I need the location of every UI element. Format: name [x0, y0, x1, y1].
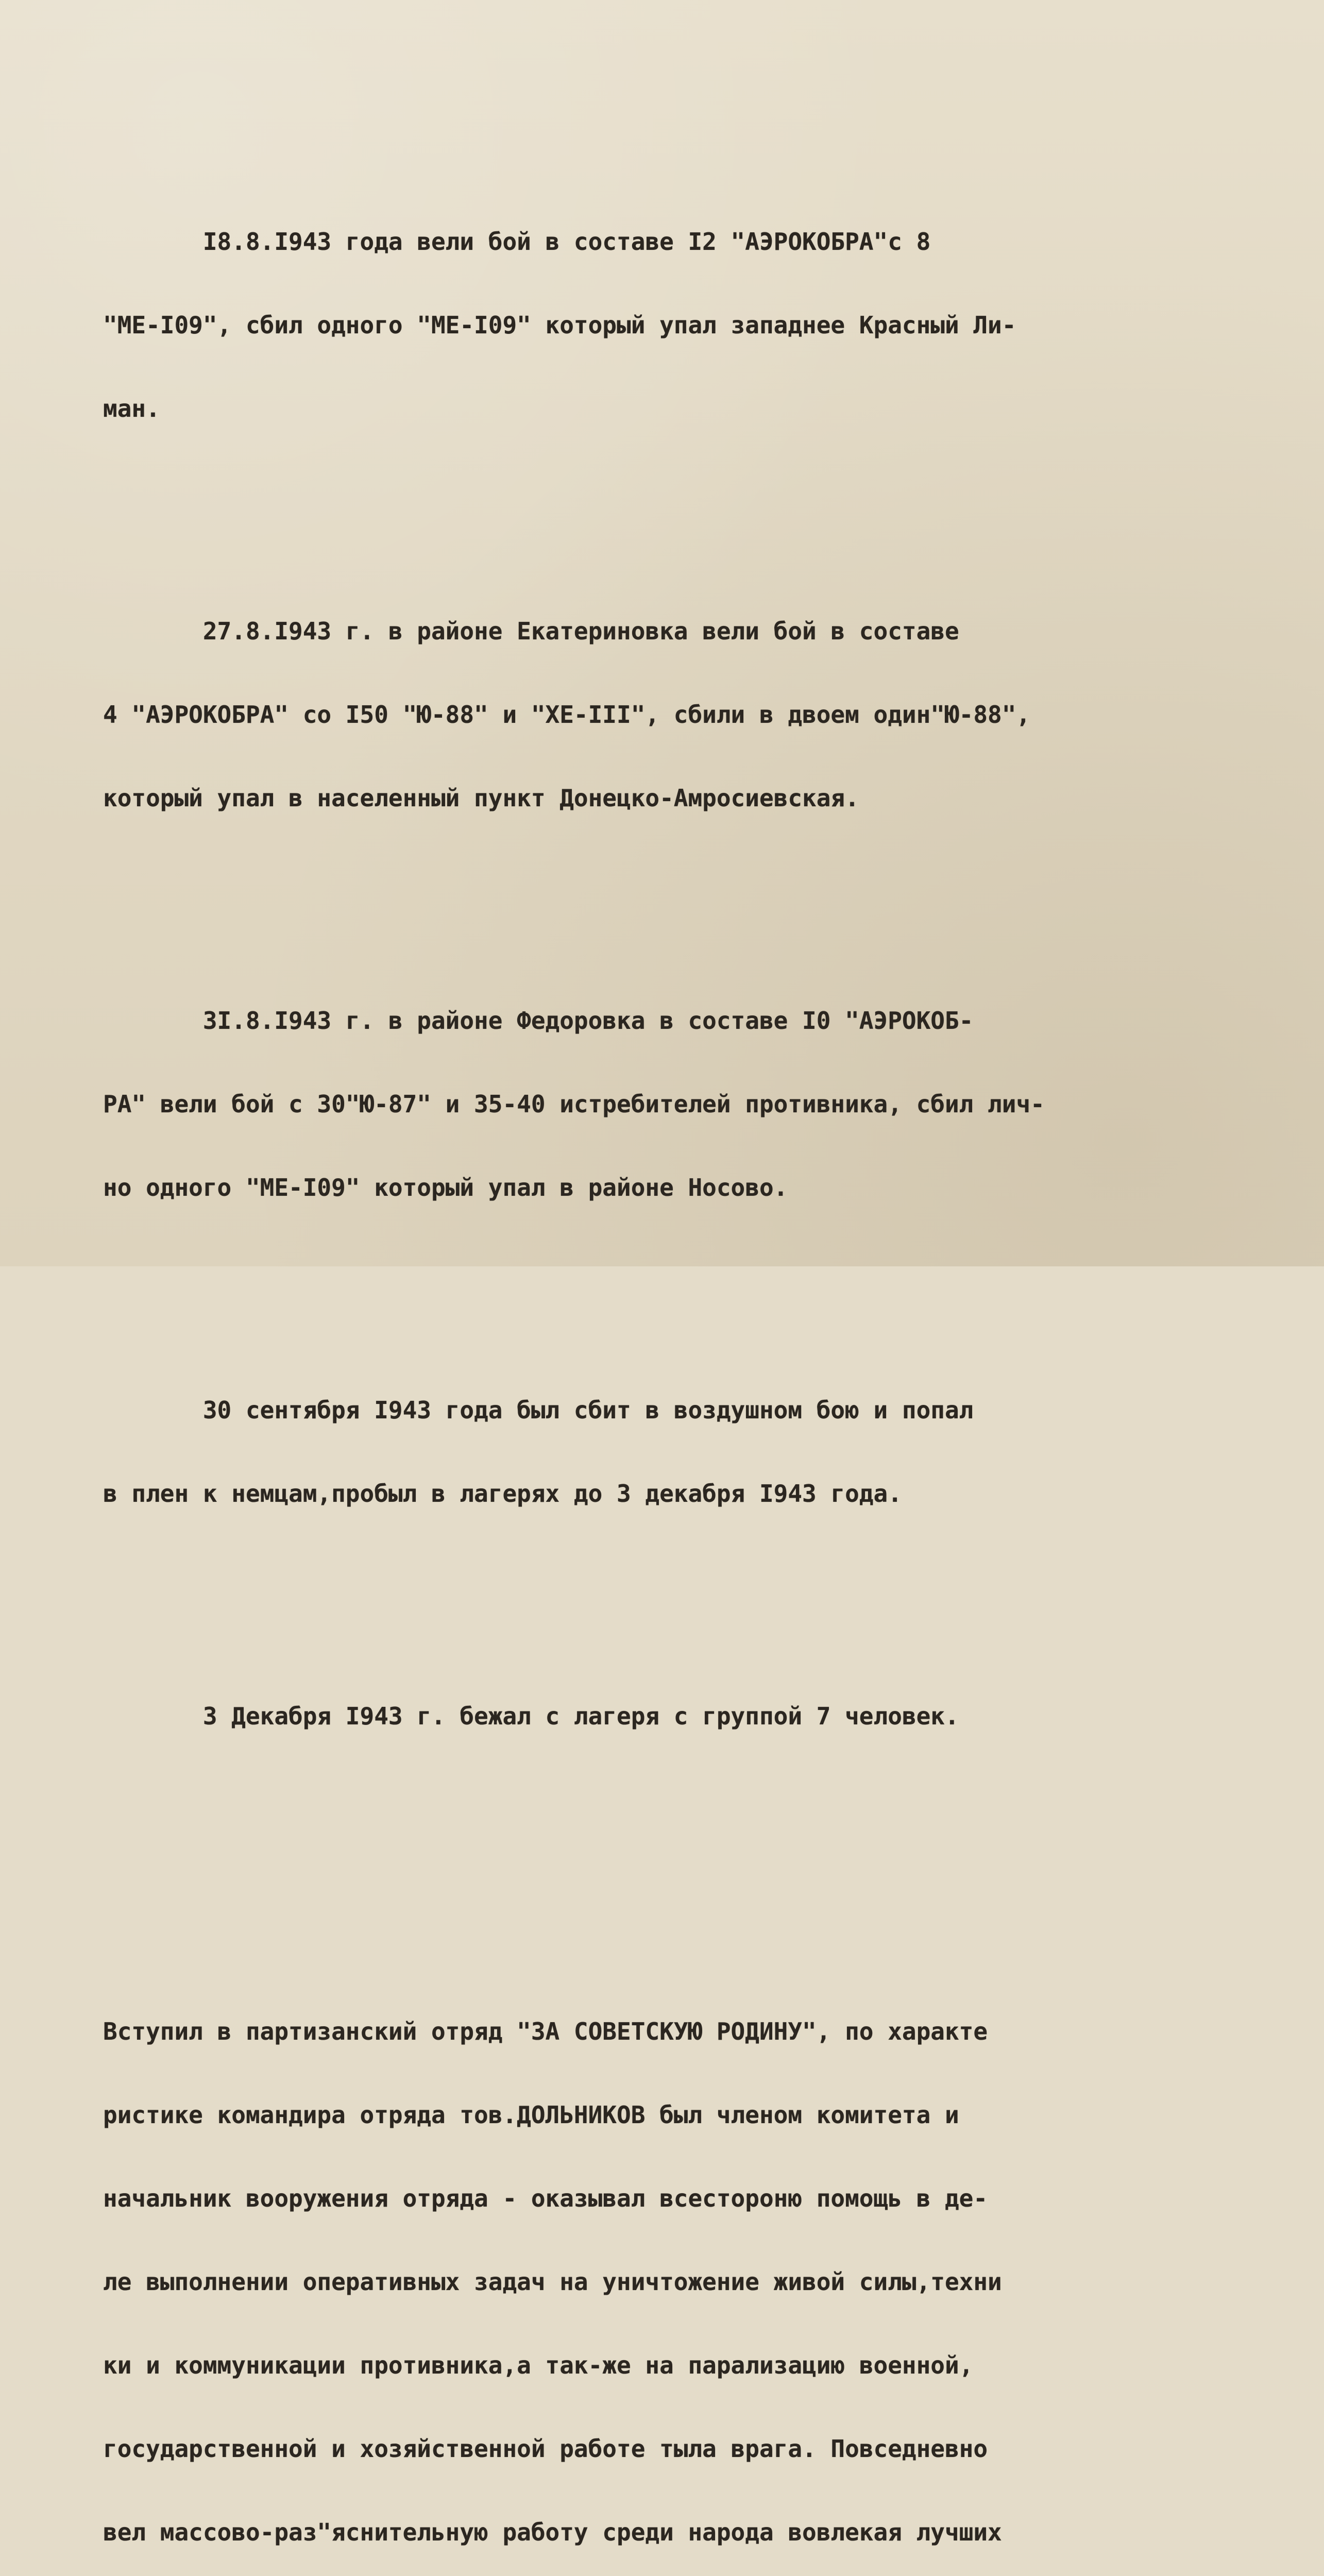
paragraph-6	[103, 1962, 1257, 2576]
paragraph-2	[103, 562, 1257, 868]
text-line: в плен к немцам,пробыл в лагерях до 3 декабря I943 года.	[103, 1480, 902, 1507]
paragraph-spacer	[103, 1869, 1257, 1878]
text-line: но одного "МЕ-I09" который упал в районе Носово.	[103, 1174, 788, 1201]
text-line: который упал в населенный пункт Донецко-Амросиевская.	[103, 784, 859, 812]
paragraph-5	[103, 1647, 1257, 1786]
paragraph-4	[103, 1341, 1257, 1563]
text-line: ристике командира отряда тов.ДОЛЬНИКОВ был членом комитета и	[103, 2101, 959, 2129]
text-line: ле выполнении оперативных задач на уничтожение живой силы,техни	[103, 2268, 1002, 2296]
text-line: "МЕ-I09", сбил одного "МЕ-I09" который упал западнее Красный Ли-	[103, 311, 1016, 339]
text-line: ки и коммуникации противника,а так-же на парализацию военной,	[103, 2351, 974, 2379]
text-line: 4 "АЭРОКОБРА" со I50 "Ю-88" и "ХЕ-III", сбили в двоем один"Ю-88",	[103, 701, 1031, 728]
text-line: ман.	[103, 395, 160, 422]
text-line: I8.8.I943 года вели бой в составе I2 "АЭРОКОБРА"с 8	[103, 228, 931, 256]
text-line: начальник вооружения отряда - оказывал всестороню помощь в де-	[103, 2184, 988, 2212]
text-line: 3 Декабря I943 г. бежал с лагеря с группой 7 человек.	[103, 1702, 959, 1730]
text-line: 30 сентября I943 года был сбит в воздушном бою и попал	[103, 1396, 974, 1424]
text-line: РА" вели бой с 30"Ю-87" и 35-40 истребителей противника, сбил лич-	[103, 1090, 1045, 1118]
text-line: 3I.8.I943 г. в районе Федоровка в составе I0 "АЭРОКОБ-	[103, 1007, 974, 1035]
paragraph-3	[103, 951, 1257, 1257]
text-line: вел массово-раз"яснительную работу среди народа вовлекая лучших	[103, 2518, 1002, 2546]
text-line: Вступил в партизанский отряд "ЗА СОВЕТСКУЮ РОДИНУ", по характе	[103, 2018, 988, 2045]
text-line: 27.8.I943 г. в районе Екатериновка вели бой в составе	[103, 617, 959, 645]
paragraph-1	[103, 172, 1257, 478]
text-line: государственной и хозяйственной работе тыла врага. Повседневно	[103, 2435, 988, 2463]
typewritten-text	[103, 89, 1257, 2576]
